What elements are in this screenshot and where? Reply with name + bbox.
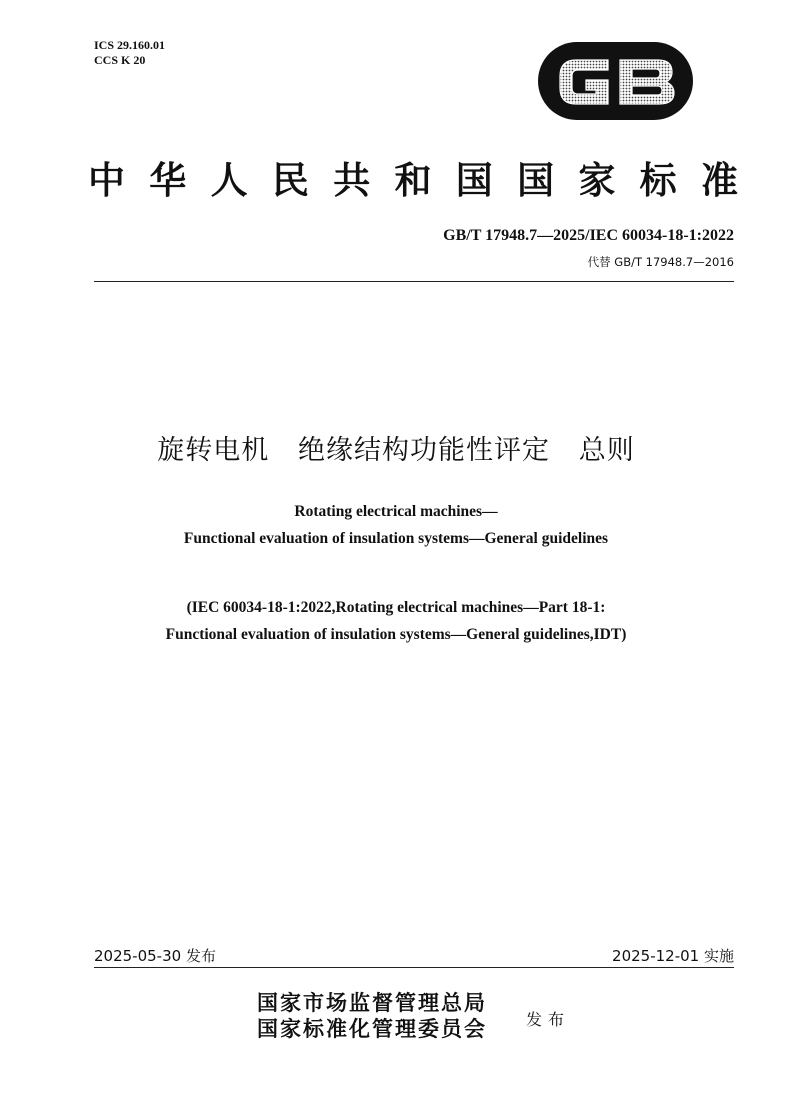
standard-type-title — [88, 150, 738, 204]
gb-logo-icon — [538, 42, 693, 120]
standard-type-char: 国 — [517, 159, 555, 202]
standard-type-char: 标 — [639, 159, 677, 202]
standard-type-char: 中 — [88, 159, 125, 202]
standard-type-char: 人 — [210, 159, 248, 202]
standard-type-char: 共 — [333, 159, 371, 202]
standard-type-char: 和 — [394, 159, 432, 202]
classification-codes — [94, 38, 165, 68]
equivalence-line-2: Functional evaluation of insulation systems—General guidelines,IDT) — [165, 626, 627, 643]
chinese-title: 旋转电机 绝缘结构功能性评定 总则 — [157, 435, 635, 466]
standard-type-char: 家 — [578, 159, 616, 202]
standard-number: GB/T 17948.7—2025/IEC 60034-18-1:2022 — [443, 227, 734, 244]
equivalence-line-1: (IEC 60034-18-1:2022,Rotating electrical machines—Part 18-1: — [186, 599, 606, 616]
publish-label: 发布 — [526, 1010, 571, 1029]
issuer-sac: 国家标准化管理委员会 — [257, 1016, 487, 1041]
ics-code: ICS 29.160.01 — [94, 38, 166, 52]
standard-type-char: 民 — [271, 159, 309, 202]
footer-divider — [94, 967, 734, 968]
standard-type-char: 华 — [149, 159, 187, 202]
standard-type-char: 准 — [700, 159, 738, 202]
standard-type-char: 国 — [455, 159, 493, 202]
replaces-note: 代替 GB/T 17948.7—2016 — [587, 255, 734, 269]
implementation-date: 2025-12-01 实施 — [612, 947, 734, 965]
ccs-code: CCS K 20 — [94, 53, 146, 67]
english-title-line-1: Rotating electrical machines— — [294, 503, 498, 520]
issuer-samr: 国家市场监督管理总局 — [257, 990, 487, 1015]
issue-date: 2025-05-30 发布 — [94, 947, 216, 965]
english-title-line-2: Functional evaluation of insulation systems—General guidelines — [183, 530, 609, 547]
issuing-authorities — [257, 990, 487, 1042]
header-divider — [94, 281, 734, 282]
